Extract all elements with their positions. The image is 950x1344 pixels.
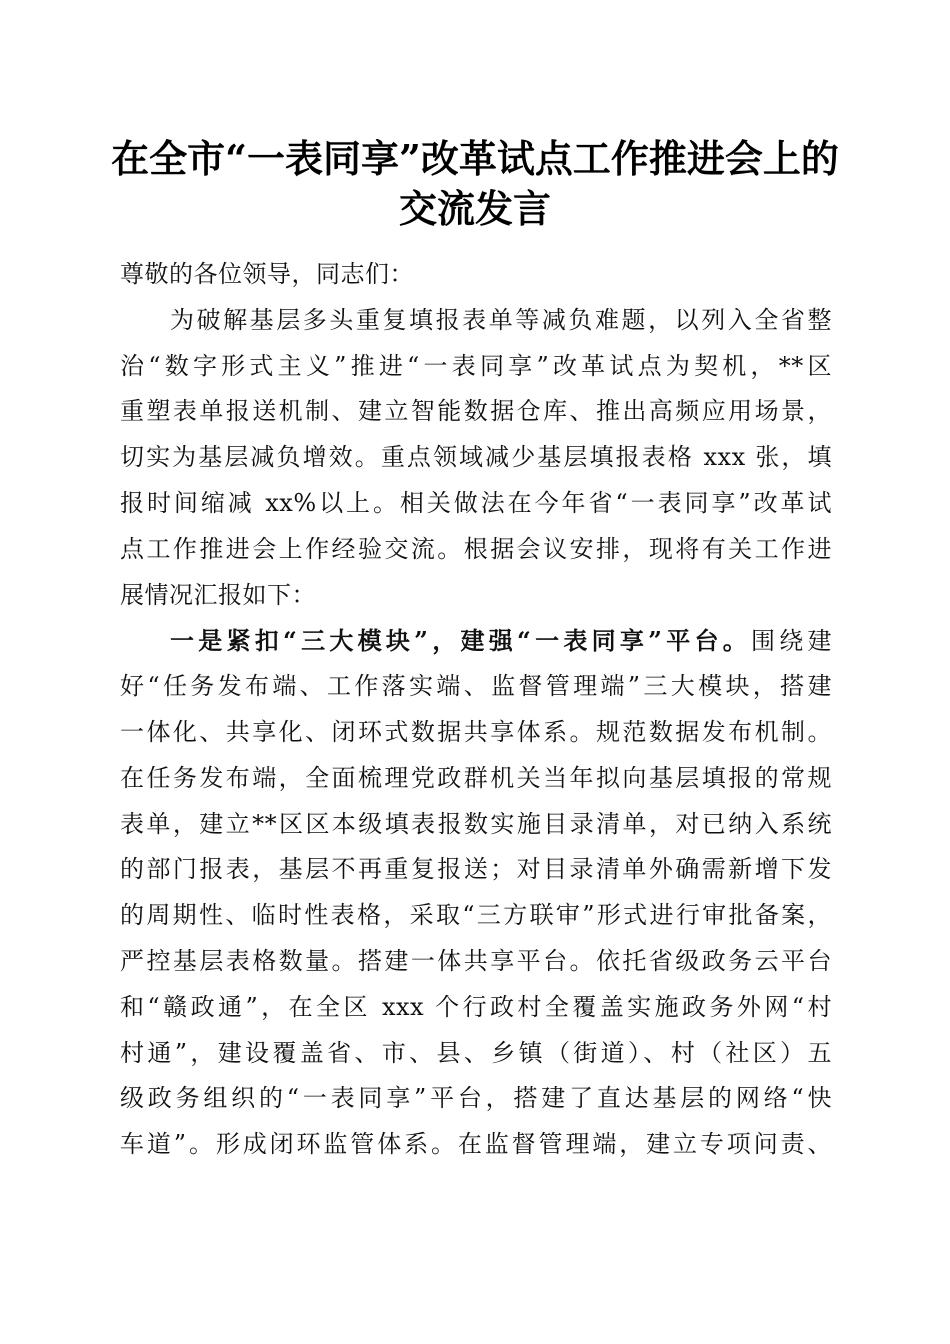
title-line-1: 在全市“一表同享”改革试点工作推进会上的: [111, 136, 839, 181]
paragraph-2-line: 表单，建立**区区本级填表报数实施目录清单，对已纳入系统: [120, 809, 832, 838]
paragraph-2-line: 村通”，建设覆盖省、市、县、乡镇（街道）、村（社区）五: [120, 1038, 832, 1067]
paragraph-2-line: 一体化、共享化、闭环式数据共享体系。规范数据发布机制。: [120, 717, 832, 746]
paragraph-2-first-line: [120, 618, 832, 664]
paragraph-2-line: 级政务组织的“一表同享”平台，搭建了直达基层的网络“快: [120, 1084, 832, 1113]
paragraph-1-line: 展情况汇报如下：: [120, 580, 316, 609]
paragraph-2-line: 和“赣政通”，在全区 xxx 个行政村全覆盖实施政务外网“村: [120, 992, 832, 1021]
paragraph-2-first-line-rest: 围绕建: [750, 627, 833, 656]
paragraph-1-line: 治“数字形式主义”推进“一表同享”改革试点为契机，**区: [120, 351, 832, 380]
paragraph-2-line: 的部门报表，基层不再重复报送；对目录清单外确需新增下发: [120, 855, 832, 884]
salutation: 尊敬的各位领导，同志们：: [120, 260, 414, 288]
paragraph-2-line: 好“任务发布端、工作落实端、监督管理端”三大模块，搭建: [120, 672, 832, 701]
paragraph-2-line: 在任务发布端，全面梳理党政群机关当年拟向基层填报的常规: [120, 763, 832, 792]
paragraph-1: [120, 298, 832, 619]
paragraph-2-line: 严控基层表格数量。搭建一体共享平台。依托省级政务云平台: [120, 946, 832, 975]
paragraph-1-line: 重塑表单报送机制、建立智能数据仓库、推出高频应用场景，: [120, 397, 832, 426]
paragraph-2: [120, 618, 832, 1168]
paragraph-1-line: 报时间缩减 xx%以上。相关做法在今年省“一表同享”改革试: [120, 488, 832, 517]
paragraph-1-line: 点工作推进会上作经验交流。根据会议安排，现将有关工作进: [120, 534, 832, 563]
document-body: [120, 252, 832, 1168]
paragraph-2-heading: 一是紧扣“三大模块”，建强“一表同享”平台。: [170, 626, 751, 656]
title-line-2: 交流发言: [398, 186, 551, 231]
paragraph-2-line: 的周期性、临时性表格，采取“三方联审”形式进行审批备案，: [120, 901, 832, 930]
paragraph-1-line: 为破解基层多头重复填报表单等减负难题，以列入全省整: [170, 305, 832, 334]
paragraph-2-line: 车道”。形成闭环监管体系。在监督管理端，建立专项问责、: [120, 1130, 832, 1159]
paragraph-1-line: 切实为基层减负增效。重点领域减少基层填报表格 xxx 张，填: [120, 443, 832, 472]
document-title: [100, 134, 850, 234]
